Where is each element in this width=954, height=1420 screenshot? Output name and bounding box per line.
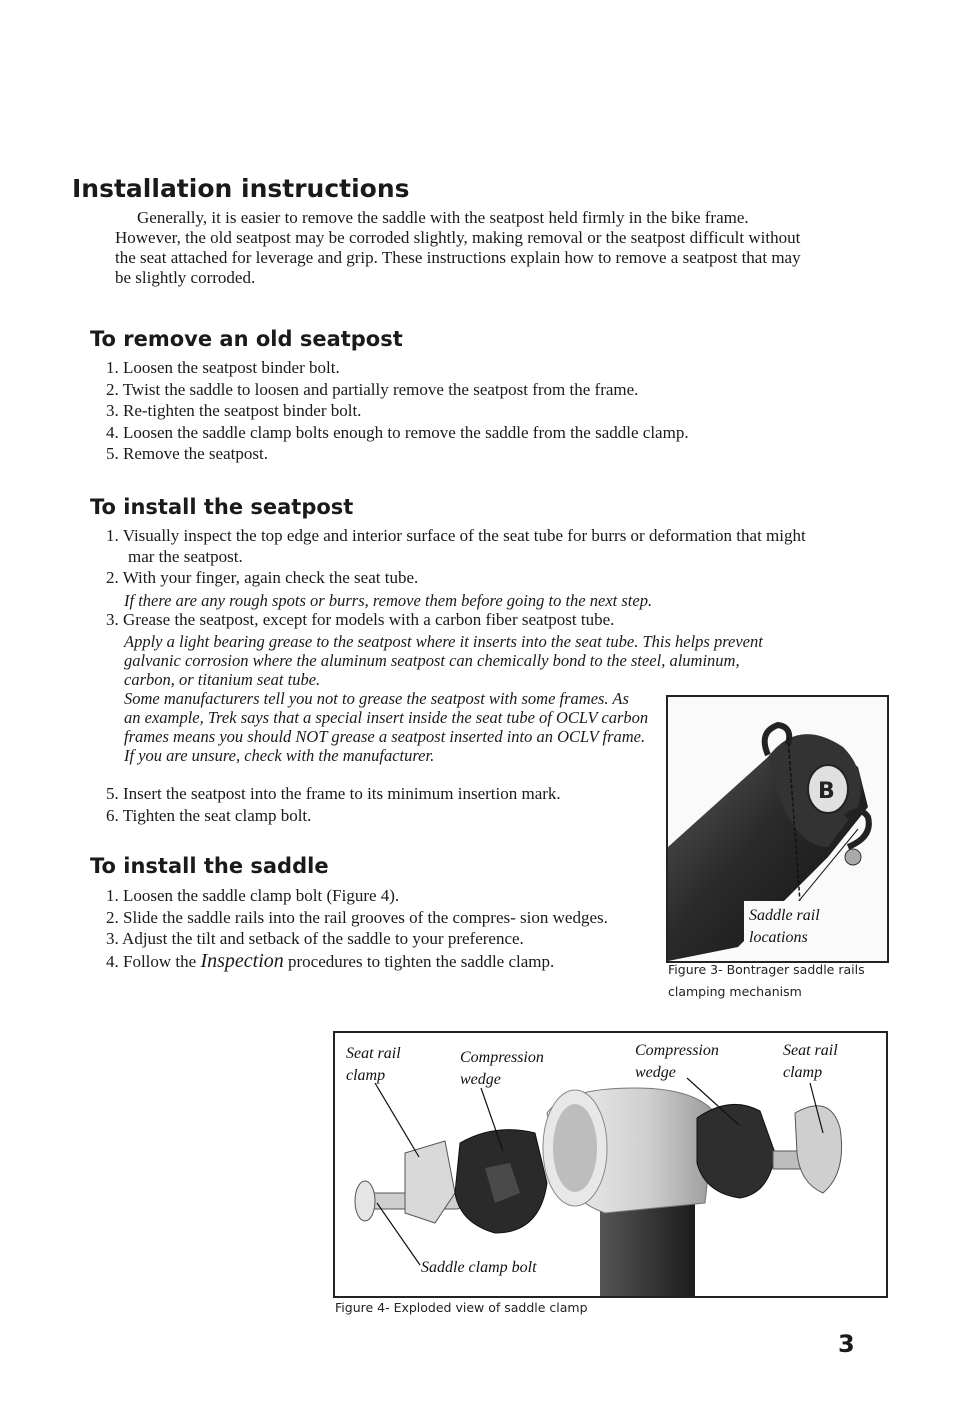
- install-saddle-step-2: 2. Slide the saddle rails into the rail grooves of the compres- sion wedges.: [106, 907, 608, 927]
- install-seatpost-step-5: 5. Insert the seatpost into the frame to its minimum insertion mark.: [106, 784, 561, 803]
- install-seatpost-step-3-list: [94, 610, 814, 632]
- section-title-install-saddle: To install the saddle: [90, 854, 329, 878]
- intro-paragraph: Generally, it is easier to remove the saddle with the seatpost held firmly in the bike frame. However, the old seatpost may be corroded slightly, making removal or the seatpost difficult without the seat attached for leverage and grip. These instructions explain how to remove a seatpost that may be slightly corroded.: [115, 208, 801, 287]
- install-seatpost-steps: [94, 526, 814, 590]
- step-4-suffix: procedures to tighten the saddle clamp.: [288, 951, 555, 971]
- section-title-remove: To remove an old seatpost: [90, 327, 403, 351]
- logo-mark: B: [818, 779, 835, 804]
- note-rough-spots: If there are any rough spots or burrs, remove them before going to the next step.: [124, 591, 653, 610]
- label-saddle-clamp-bolt: Saddle clamp bolt: [421, 1259, 537, 1276]
- figure-4-frame: [333, 1031, 888, 1298]
- remove-step-3: 3. Re-tighten the seatpost binder bolt.: [106, 401, 362, 420]
- install-seatpost-step-3: 3. Grease the seatpost, except for models with a carbon fiber seatpost tube.: [106, 610, 615, 629]
- step-4-prefix: 4. Follow the: [106, 951, 197, 971]
- label-compression-wedge-left: Compression wedge: [460, 1049, 544, 1088]
- intro-block: [115, 208, 805, 288]
- label-seat-rail-clamp-left: Seat rail clamp: [346, 1045, 401, 1084]
- install-saddle-steps: [94, 886, 654, 973]
- note-grease: Apply a light bearing grease to the seatpost where it inserts into the seat tube. This helps prevent galvanic corrosion where the aluminum seatpost can chemically bond to the steel, aluminum, carbon, or titanium seat tube.: [124, 632, 763, 689]
- install-seatpost-step-6: 6. Tighten the seat clamp bolt.: [106, 805, 312, 825]
- install-seatpost-step-1: 1. Visually inspect the top edge and interior surface of the seat tube for burrs or deformation that might mar the seatpost.: [106, 526, 806, 566]
- seatpost-tube: [600, 1203, 695, 1296]
- remove-steps: [94, 358, 814, 466]
- note-oclv: Some manufacturers tell you not to grease the seatpost with some frames. As an example, Trek says that a special insert inside the seat tube of OCLV carbon frames means you should NOT grease a seatpost inserted into an OCLV frame. If you are unsure, check with the manufacturer.: [124, 689, 649, 765]
- t-head-bore-inner: [553, 1104, 597, 1192]
- right-seat-rail-clamp-shape: [795, 1106, 842, 1193]
- install-seatpost-steps-end: [94, 784, 654, 827]
- figure-3-caption: Figure 3- Bontrager saddle rails clamping mechanism: [668, 962, 865, 999]
- clamp-bolt-head: [845, 849, 861, 865]
- saddle-rail-locations-label: Saddle rail locations: [749, 907, 820, 946]
- install-saddle-step-1: 1. Loosen the saddle clamp bolt (Figure 4).: [106, 886, 400, 905]
- remove-step-4: 4. Loosen the saddle clamp bolts enough to remove the saddle from the saddle clamp.: [106, 422, 689, 442]
- install-saddle-step-4: [94, 951, 654, 973]
- label-seat-rail-clamp-right: Seat rail clamp: [783, 1042, 838, 1081]
- inspection-ref: Inspection: [200, 949, 284, 972]
- install-saddle-step-3: 3. Adjust the tilt and setback of the saddle to your preference.: [106, 929, 524, 948]
- label-compression-wedge-right: Compression wedge: [635, 1042, 719, 1081]
- figure-4-caption: Figure 4- Exploded view of saddle clamp: [335, 1300, 588, 1315]
- page-number: 3: [838, 1330, 855, 1358]
- saddle-clamp-bolt-head: [355, 1181, 375, 1221]
- remove-step-5: 5. Remove the seatpost.: [106, 444, 268, 463]
- remove-step-2: 2. Twist the saddle to loosen and partially remove the seatpost from the frame.: [106, 379, 639, 399]
- remove-step-1: 1. Loosen the seatpost binder bolt.: [106, 358, 340, 377]
- section-title-install-seatpost: To install the seatpost: [90, 495, 354, 519]
- page-title: Installation instructions: [72, 174, 410, 203]
- install-seatpost-step-2: 2. With your finger, again check the seat tube.: [106, 568, 419, 587]
- figure-3-frame: [666, 695, 889, 963]
- right-compression-wedge-shape: [697, 1104, 775, 1198]
- left-seat-rail-clamp-shape: [405, 1141, 455, 1223]
